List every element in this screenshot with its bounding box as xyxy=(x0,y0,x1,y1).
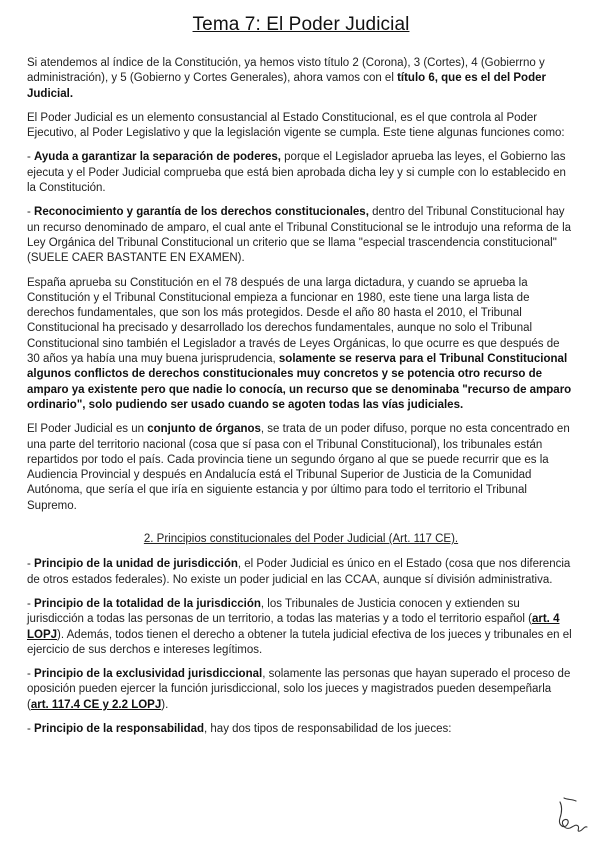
principle-totality: - Principio de la totalidad de la jurisdicción, los Tribunales de Justicia conocen y extienden su jurisdicción a todas las personas de un territorio, a todas las materias y a todo el territorio español (art. 4 LOPJ). Además, todos tienen el derecho a obtener la tutela judicial efectiva de los jueces y tribunales en el ejercicio de sus derchos e intereses legítimos. xyxy=(27,597,572,656)
intro-paragraph: Si atendemos al índice de la Constitución, ya hemos visto título 2 (Corona), 3 (Cortes), 4 (Gobierrno y administración), y 5 (Gobierno y Cortes Generales), ahora vamos con el título 6, que es el del Poder Judicial. xyxy=(27,57,546,100)
organs-paragraph: El Poder Judicial es un conjunto de órganos, se trata de un poder difuso, porque no esta concentrado en una parte del territorio nacional (cosa que sí pasa con el Tribunal Constitucional), los tribunales están repartidos por todo el país. Cada provincia tiene un segundo órgano al que se puede recurrir que es la Audiencia Provincial y después en Andalucía está el Tribunal Superior de Justicia de la Comunidad Autónoma, que sería el que iría en siguiente estancia y por último para todo el territorio el Tribunal Supremo. xyxy=(27,423,570,512)
principle-exclusivity: - Principio de la exclusividad jurisdiccional, solamente las personas que hayan superado el proceso de oposición pueden ejercer la función jurisdiccional, solo los jueces y magistrados pueden desempeñarla (art. 117.4 CE y 2.2 LOPJ). xyxy=(27,668,571,711)
function-item-rights: - Reconocimiento y garantía de los derechos constitucionales, dentro del Tribunal Constitucional hay un recurso denominado de amparo, el cual ante el Tribunal Constitucional se le introdujo una reforma de la Ley Orgánica del Tribunal Constitucional un criterio que se llama "especial trascendencia constitucional" (SUELE CAER BASTANTE EN EXAMEN). xyxy=(27,206,572,265)
principle-responsibility: - Principio de la responsabilidad, hay dos tipos de responsabilidad de los jueces: xyxy=(27,722,452,735)
document-page xyxy=(27,14,575,746)
signature-icon xyxy=(550,796,590,836)
article-reference: art. 117.4 CE y 2.2 LOPJ xyxy=(30,698,162,711)
definition-paragraph: El Poder Judicial es un elemento consustancial al Estado Constitucional, es el que controla al Poder Ejecutivo, al Poder Legislativo y que la legislación vigente se cumpla. Este tiene algunas funciones como: xyxy=(27,111,565,140)
principle-unity: - Principio de la unidad de jurisdicción, el Poder Judicial es único en el Estado (cosa que nos diferencia de otros estados federales). No existe un poder judicial en las CCAA, aunque sí división administrativa. xyxy=(27,558,571,586)
spain-constitution-paragraph: España aprueba su Constitución en el 78 después de una larga dictadura, y cuando se aprueba la Constitución y el Tribunal Constitucional empieza a funcionar en 1980, este tiene una larga lista de derechos fundamentales, que son los más protegidos. Desde el año 80 hasta el 2010, el Tribunal Constitucional ha precisado y desarrollado los derechos fundamentales, aunque no solo el Tribunal Constitucional sino también el Legislador a través de Leyes Orgánicas, lo que ocurre es que después de 30 años ya había una muy buena jurisprudencia, solamente se reserva para el Tribunal Constitucional algunos conflictos de derechos constitucionales muy concretos y se potencia otro recurso de amparo ya existente pero que nadie lo conocía, un recurso que se denominaba "recurso de amparo ordinario", solo pudiendo ser usado cuando se agoten todas las vías judiciales. xyxy=(27,276,572,411)
article-reference: art. 4 LOPJ xyxy=(27,613,560,641)
page-title: Tema 7: El Poder Judicial xyxy=(192,14,410,35)
section-2-title: 2. Principios constitucionales del Poder Judicial (Art. 117 CE). xyxy=(143,533,459,546)
function-item-separation: - Ayuda a garantizar la separación de poderes, porque el Legislador aprueba las leyes, el Gobierno las ejecuta y el Poder Judicial comprueba que está bien aprobada dicha ley y si cumple con lo establecido en la Constitución. xyxy=(27,151,566,195)
